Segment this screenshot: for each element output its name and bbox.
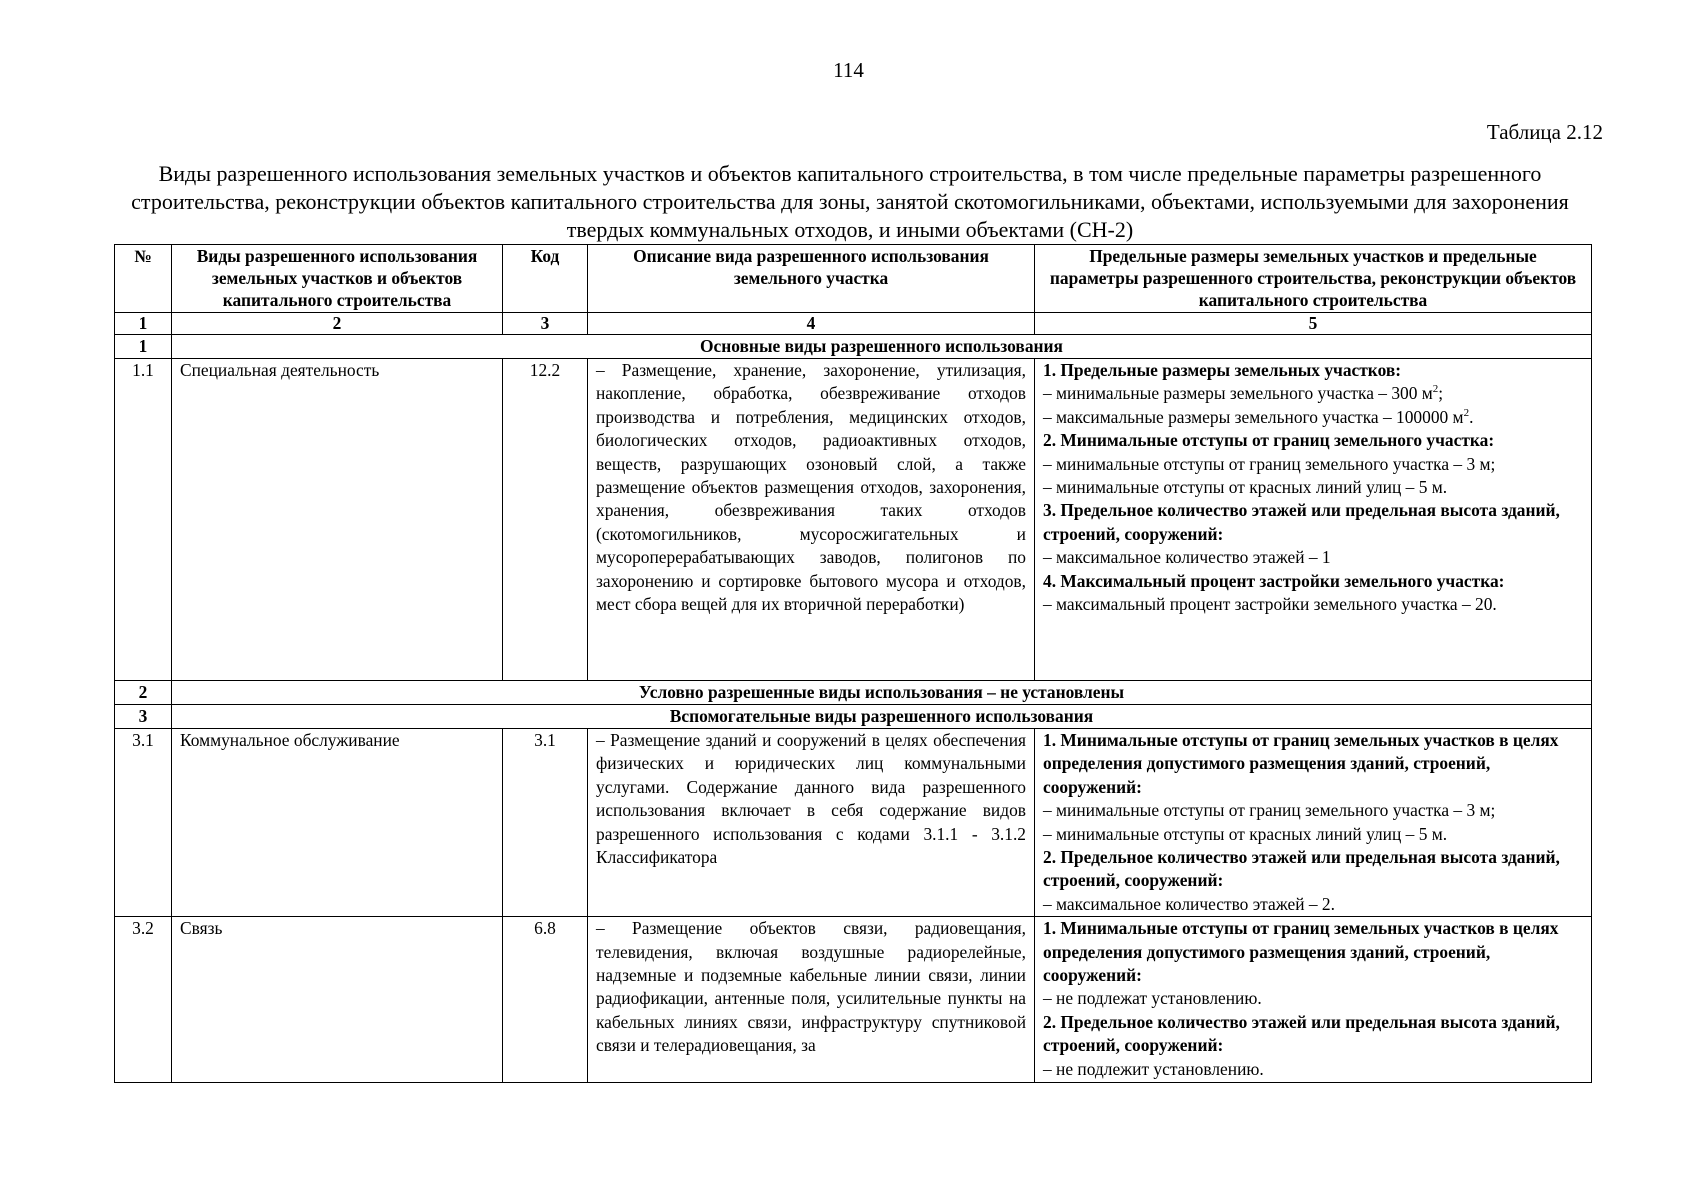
header-types: Виды разрешенного использования земельных участков и объектов капитального строительства [172,245,503,313]
table-title: Виды разрешенного использования земельных участков и объектов капитального строительства, в том числе предельные параметры разрешенного строительства, реконструкции объектов капитального строительства для зоны, занятой скотомогильниками, объектами, используемыми для захоронения твердых коммунальных отходов, и иными объектами (СН-2) [131,161,1569,242]
table-row [115,917,1592,1083]
param-item: – максимальное количество этажей – 1 [1043,547,1331,568]
param-heading: 4. Максимальный процент застройки земельного участка: [1043,570,1505,591]
row-number: 3.2 [115,917,172,1083]
param-heading: 1. Минимальные отступы от границ земельных участков в целях определения допустимого размещения зданий, строений, сооружений: [1043,730,1559,797]
header-description: Описание вида разрешенного использования земельного участка [588,245,1035,313]
section-number: 1 [115,335,172,359]
column-number: 4 [588,313,1035,335]
param-item: – не подлежит установлению. [1043,1058,1264,1079]
row-use-type: Коммунальное обслуживание [172,729,503,917]
param-heading: 3. Предельное количество этажей или предельная высота зданий, строений, сооружений: [1043,500,1560,544]
table-row [115,359,1592,681]
param-item: – минимальные отступы от границ земельного участка – 3 м; [1043,800,1496,821]
row-number: 3.1 [115,729,172,917]
table-row [115,729,1592,917]
param-heading: 1. Предельные размеры земельных участков: [1043,360,1402,380]
param-item: – минимальные отступы от границ земельного участка – 3 м; [1043,453,1496,474]
row-description: – Размещение, хранение, захоронение, утилизация, накопление, обработка, обезвреживание отходов производства и потребления, медицинских отходов, биологических отходов, радиоактивных отходов, веществ, разрушающих озоновый слой, а также размещение объектов размещения отходов, захоронения, хранения, обезвреживания таких отходов (скотомогильников, мусоросжигательных и мусороперерабатывающих заводов, полигонов по захоронению и сортировке бытового мусора и отходов, мест сбора вещей для их вторичной переработки) [588,359,1035,681]
row-number: 1.1 [115,359,172,681]
section-number: 3 [115,705,172,729]
param-item: – не подлежат установлению. [1043,988,1262,1009]
row-parameters [1035,359,1592,681]
row-description: – Размещение объектов связи, радиовещания, телевидения, включая воздушные радиорелейные, надземные и подземные кабельные линии связи, линии радиофикации, антенные поля, усилительные пункты на кабельных линиях связи, инфраструктуру спутниковой связи и телерадиовещания, за [588,917,1035,1083]
row-code: 3.1 [503,729,588,917]
column-number: 2 [172,313,503,335]
row-use-type: Связь [172,917,503,1083]
section-title: Основные виды разрешенного использования [172,335,1592,359]
column-number: 3 [503,313,588,335]
section-title: Вспомогательные виды разрешенного использования [172,705,1592,729]
column-number: 5 [1035,313,1592,335]
param-heading: 2. Предельное количество этажей или предельная высота зданий, строений, сооружений: [1043,1011,1560,1056]
row-parameters [1035,729,1592,917]
permitted-use-table [114,244,1592,1083]
header-params: Предельные размеры земельных участков и предельные параметры разрешенного строительства, реконструкции объектов капитального строительства [1035,245,1592,313]
row-code: 12.2 [503,359,588,681]
section-number: 2 [115,681,172,705]
section-row [115,681,1592,705]
column-numbers-row [115,313,1592,335]
row-use-type: Специальная деятельность [172,359,503,681]
table-header-row [115,245,1592,313]
section-row [115,705,1592,729]
header-code: Код [503,245,588,313]
header-num: № [115,245,172,313]
param-item: – максимальный процент застройки земельного участка – 20. [1043,594,1497,615]
section-row [115,335,1592,359]
param-item: – максимальное количество этажей – 2. [1043,893,1335,914]
column-number: 1 [115,313,172,335]
row-code: 6.8 [503,917,588,1083]
param-item: – минимальные отступы от красных линий улиц – 5 м. [1043,477,1448,498]
section-title: Условно разрешенные виды использования – не установлены [172,681,1592,705]
param-item: – максимальные размеры земельного участка – 100000 $м^2$. [1043,406,1474,427]
row-parameters [1035,917,1592,1083]
page-number: 114 [833,58,864,82]
param-heading: 1. Минимальные отступы от границ земельных участков в целях определения допустимого размещения зданий, строений, сооружений: [1043,918,1559,986]
param-heading: 2. Минимальные отступы от границ земельного участка: [1043,430,1495,451]
table-label: Таблица 2.12 [1486,120,1603,144]
row-description: – Размещение зданий и сооружений в целях обеспечения физических и юридических лиц коммунальными услугами. Содержание данного вида разрешенного использования включает в себя содержание видов разрешенного использования с кодами 3.1.1 - 3.1.2 Классификатора [588,729,1035,917]
param-item: – минимальные размеры земельного участка – 300 $м^2$; [1043,383,1444,404]
param-item: – минимальные отступы от красных линий улиц – 5 м. [1043,823,1448,844]
param-heading: 2. Предельное количество этажей или предельная высота зданий, строений, сооружений: [1043,847,1560,891]
